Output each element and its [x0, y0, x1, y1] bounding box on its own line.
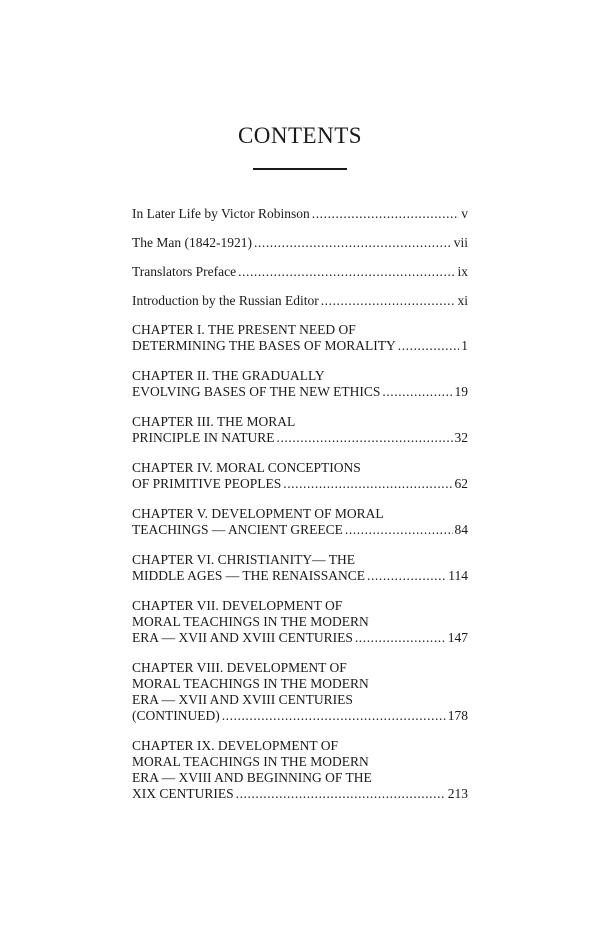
toc-entry-final-line — [132, 568, 468, 584]
dot-leader — [321, 293, 456, 309]
toc-entry-title: PRINCIPLE IN NATURE — [132, 430, 275, 445]
dot-leader — [238, 264, 455, 280]
page-number: 178 — [447, 708, 468, 723]
toc-entry-title: EVOLVING BASES OF THE NEW ETHICS — [132, 384, 381, 399]
toc-entry-title-line: MORAL TEACHINGS IN THE MODERN — [132, 676, 369, 691]
toc-entry-title-line: CHAPTER VI. CHRISTIANITY— THE — [132, 552, 356, 567]
toc-entry-title: Translators Preface — [132, 264, 237, 279]
dot-leader — [382, 384, 452, 400]
toc-entry[interactable] — [132, 460, 468, 492]
dot-leader — [398, 338, 459, 354]
toc-entry[interactable] — [132, 552, 468, 584]
page-number: v — [461, 206, 468, 221]
dot-leader — [345, 522, 453, 538]
toc-entry-title: OF PRIMITIVE PEOPLES — [132, 476, 282, 491]
toc-entry-final-line — [132, 430, 468, 446]
toc-entry-final-line — [132, 476, 468, 492]
toc-entry-final-line — [132, 264, 468, 280]
page-number: 84 — [454, 522, 468, 537]
toc-entry-final-line — [132, 235, 468, 251]
dot-leader — [312, 206, 459, 222]
dot-leader — [254, 235, 452, 251]
toc-entry-final-line — [132, 708, 468, 724]
toc-entry-final-line — [132, 206, 468, 222]
page-number: 114 — [448, 568, 468, 583]
toc-entry-title: (CONTINUED) — [132, 708, 220, 723]
toc-entry-title-line: CHAPTER VIII. DEVELOPMENT OF — [132, 660, 347, 675]
page-number: ix — [457, 264, 468, 279]
toc-entry-final-line — [132, 384, 468, 400]
toc-entry-title: In Later Life by Victor Robinson — [132, 206, 310, 221]
toc-entry[interactable] — [132, 598, 468, 646]
page-number: vii — [453, 235, 468, 250]
toc-entry-title: XIX CENTURIES — [132, 786, 234, 801]
title-divider — [253, 168, 347, 170]
toc-entry-final-line — [132, 293, 468, 309]
table-of-contents — [132, 206, 468, 816]
toc-entry[interactable] — [132, 738, 468, 802]
toc-entry-title-line: CHAPTER VII. DEVELOPMENT OF — [132, 598, 343, 613]
toc-entry[interactable] — [132, 506, 468, 538]
toc-entry[interactable] — [132, 206, 468, 222]
toc-entry[interactable] — [132, 322, 468, 354]
dot-leader — [355, 630, 446, 646]
page-number: xi — [457, 293, 468, 308]
dot-leader — [277, 430, 453, 446]
page-number: 1 — [461, 338, 468, 353]
toc-entry[interactable] — [132, 660, 468, 724]
toc-entry[interactable] — [132, 293, 468, 309]
toc-entry-title-line: CHAPTER IV. MORAL CONCEPTIONS — [132, 460, 361, 475]
page-number: 62 — [454, 476, 468, 491]
toc-entry-title-line: CHAPTER IX. DEVELOPMENT OF — [132, 738, 339, 753]
toc-entry[interactable] — [132, 368, 468, 400]
toc-entry[interactable] — [132, 264, 468, 280]
toc-entry-title-line: CHAPTER V. DEVELOPMENT OF MORAL — [132, 506, 384, 521]
toc-entry-title: TEACHINGS — ANCIENT GREECE — [132, 522, 343, 537]
toc-entry[interactable] — [132, 235, 468, 251]
page-number: 32 — [454, 430, 468, 445]
toc-entry-title: DETERMINING THE BASES OF MORALITY — [132, 338, 396, 353]
dot-leader — [236, 786, 446, 802]
toc-entry-final-line — [132, 630, 468, 646]
toc-entry[interactable] — [132, 414, 468, 446]
page-number: 19 — [454, 384, 468, 399]
toc-entry-title-line: CHAPTER II. THE GRADUALLY — [132, 368, 325, 383]
dot-leader — [367, 568, 446, 584]
toc-entry-title-line: ERA — XVII AND XVIII CENTURIES — [132, 692, 353, 707]
toc-entry-title: Introduction by the Russian Editor — [132, 293, 319, 308]
dot-leader — [283, 476, 452, 492]
toc-entry-title-line: CHAPTER I. THE PRESENT NEED OF — [132, 322, 356, 337]
page-number: 147 — [447, 630, 468, 645]
toc-entry-final-line — [132, 338, 468, 354]
toc-entry-title: The Man (1842-1921) — [132, 235, 252, 250]
toc-entry-title-line: ERA — XVIII AND BEGINNING OF THE — [132, 770, 372, 785]
toc-entry-title-line: MORAL TEACHINGS IN THE MODERN — [132, 614, 369, 629]
toc-entry-title: MIDDLE AGES — THE RENAISSANCE — [132, 568, 366, 583]
toc-entry-title-line: CHAPTER III. THE MORAL — [132, 414, 296, 429]
toc-entry-final-line — [132, 522, 468, 538]
page-title: CONTENTS — [237, 123, 363, 148]
toc-entry-final-line — [132, 786, 468, 802]
dot-leader — [222, 708, 446, 724]
toc-entry-title: ERA — XVII AND XVIII CENTURIES — [132, 630, 353, 645]
page-number: 213 — [447, 786, 468, 801]
toc-entry-title-line: MORAL TEACHINGS IN THE MODERN — [132, 754, 369, 769]
